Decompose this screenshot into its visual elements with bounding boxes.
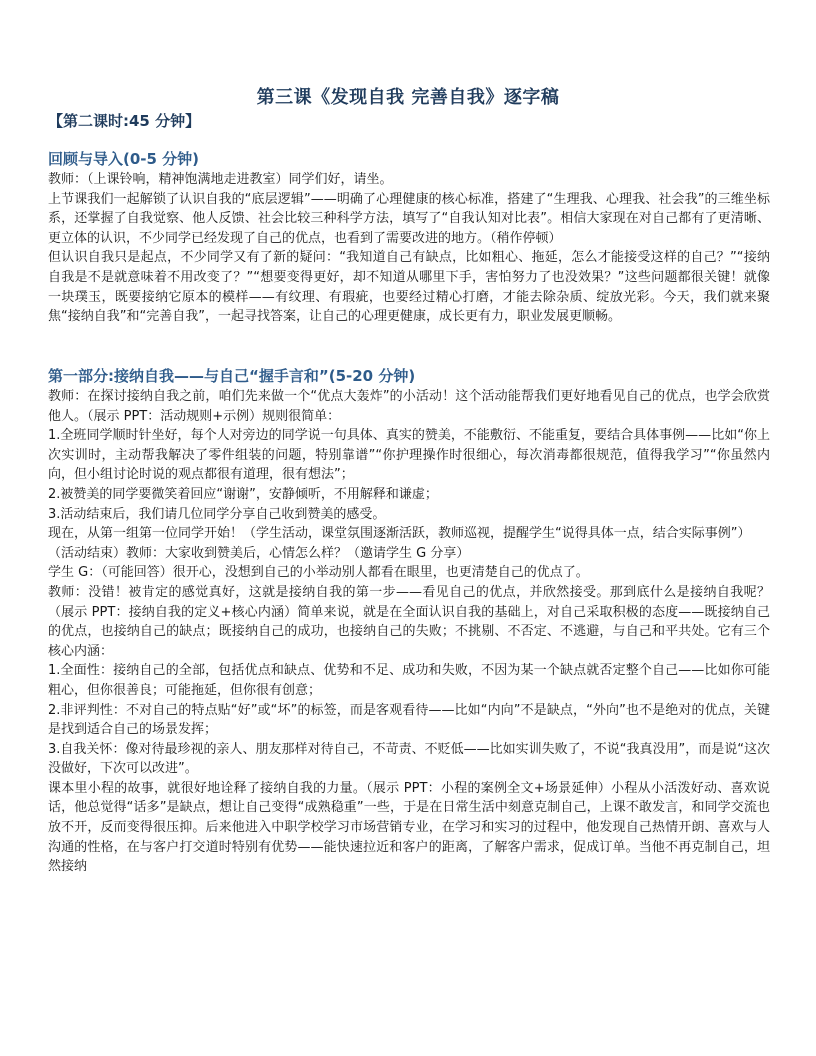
inner-meaning-item: 2.非评判性：不对自己的特点贴“好”或“坏”的标签，而是客观看待——比如“内向”不是缺点，“外向”也不是绝对的优点，关键是找到适合自己的场景发挥； bbox=[48, 702, 770, 738]
paragraph: （活动结束）教师：大家收到赞美后，心情怎么样？（邀请学生 G 分享） bbox=[48, 545, 470, 561]
section-heading-review-intro: 回顾与导入(0-5 分钟) bbox=[48, 150, 200, 168]
section-body-accept-self bbox=[48, 387, 770, 877]
rule-item: 2.被赞美的同学要微笑着回应“谢谢”，安静倾听，不用解释和谦虚； bbox=[48, 486, 438, 502]
inner-meaning-item: 1.全面性：接纳自己的全部，包括优点和缺点、优势和不足、成功和失败，不因为某一个缺点就否定整个自己——比如你可能粗心，但你很善良；可能拖延，但你很有创意； bbox=[48, 663, 770, 698]
section-heading-accept-self: 第一部分:接纳自我——与自己“握手言和”(5-20 分钟) bbox=[48, 367, 416, 385]
section-body-review-intro bbox=[48, 170, 770, 327]
paragraph: 教师：（上课铃响，精神饱满地走进教室）同学们好，请坐。 bbox=[48, 172, 393, 187]
lesson-time-label: 【第二课时:45 分钟】 bbox=[48, 112, 201, 130]
paragraph: 上节课我们一起解锁了认识自我的“底层逻辑”——明确了心理健康的核心标准，搭建了“生理我、心理我、社会我”的三维坐标系，还掌握了自我觉察、他人反馈、社会比较三种科学方法，填写了“自我认知对比表”。相信大家现在对自己都有了更清晰、更立体的认识，不少同学已经发现了自己的优点，也看到了需要改进的地方。（稍作停顿） bbox=[48, 191, 770, 246]
paragraph: 现在，从第一组第一位同学开始！（学生活动，课堂氛围逐渐活跃，教师巡视，提醒学生“说得具体一点，结合实际事例”） bbox=[48, 526, 751, 542]
rule-item: 3.活动结束后，我们请几位同学分享自己收到赞美的感受。 bbox=[48, 506, 386, 522]
rule-item: 1.全班同学顺时针坐好，每个人对旁边的同学说一句具体、真实的赞美，不能敷衍、不能重复，要结合具体事例——比如“你上次实训时，主动帮我解决了零件组装的问题，特别靠谱”“你护理操作时很细心，每次消毒都很规范，值得我学习”“你虽然内向，但小组讨论时说的观点都很有道理，很有想法”； bbox=[48, 428, 770, 483]
document-title: 第三课《发现自我 完善自我》逐字稿 bbox=[256, 87, 560, 108]
paragraph: 课本里小程的故事，就很好地诠释了接纳自我的力量。（展示 PPT：小程的案例全文+场景延伸）小程从小活泼好动、喜欢说话，他总觉得“话多”是缺点，想让自己变得“成熟稳重”一些，于是在日常生活中刻意克制自己，上课不敢发言，和同学交流也放不开，反而变得很压抑。后来他进入中职学校学习市场营销专业，在学习和实习的过程中，他发现自己热情开朗、喜欢与人沟通的性格，在与客户打交道时特别有优势——能快速拉近和客户的距离，了解客户需求，促成订单。当他不再克制自己，坦然接纳 bbox=[48, 780, 770, 875]
paragraph: 但认识自我只是起点，不少同学又有了新的疑问：“我知道自己有缺点，比如粗心、拖延，怎么才能接受这样的自己？”“接纳自我是不是就意味着不用改变了？”“想要变得更好，却不知道从哪里下手，害怕努力了也没效果？”这些问题都很关键！就像一块璞玉，既要接纳它原本的模样——有纹理、有瑕疵，也要经过精心打磨，才能去除杂质、绽放光彩。今天，我们就来聚焦“接纳自我”和“完善自我”，一起寻找答案，让自己的心理更健康，成长更有力，职业发展更顺畅。 bbox=[48, 250, 770, 325]
inner-meaning-item: 3.自我关怀：像对待最珍视的亲人、朋友那样对待自己，不苛责、不贬低——比如实训失败了，不说“我真没用”，而是说“这次没做好，下次可以改进”。 bbox=[48, 741, 770, 777]
paragraph: 教师：在探讨接纳自我之前，咱们先来做一个“优点大轰炸”的小活动！这个活动能帮我们更好地看见自己的优点，也学会欣赏他人。（展示 PPT：活动规则+示例）规则很简单： bbox=[48, 389, 770, 424]
paragraph: 学生 G：（可能回答）很开心，没想到自己的小举动别人都看在眼里，也更清楚自己的优点了。 bbox=[48, 565, 589, 581]
paragraph: 教师：没错！被肯定的感觉真好，这就是接纳自我的第一步——看见自己的优点，并欣然接受。那到底什么是接纳自我呢？（展示 PPT：接纳自我的定义+核心内涵）简单来说，就是在全面认识自我的基础上，对自己采取积极的态度——既接纳自己的优点，也接纳自己的缺点；既接纳自己的成功，也接纳自己的失败；不挑剔、不否定、不逃避，与自己和平共处。它有三个核心内涵： bbox=[48, 584, 770, 659]
